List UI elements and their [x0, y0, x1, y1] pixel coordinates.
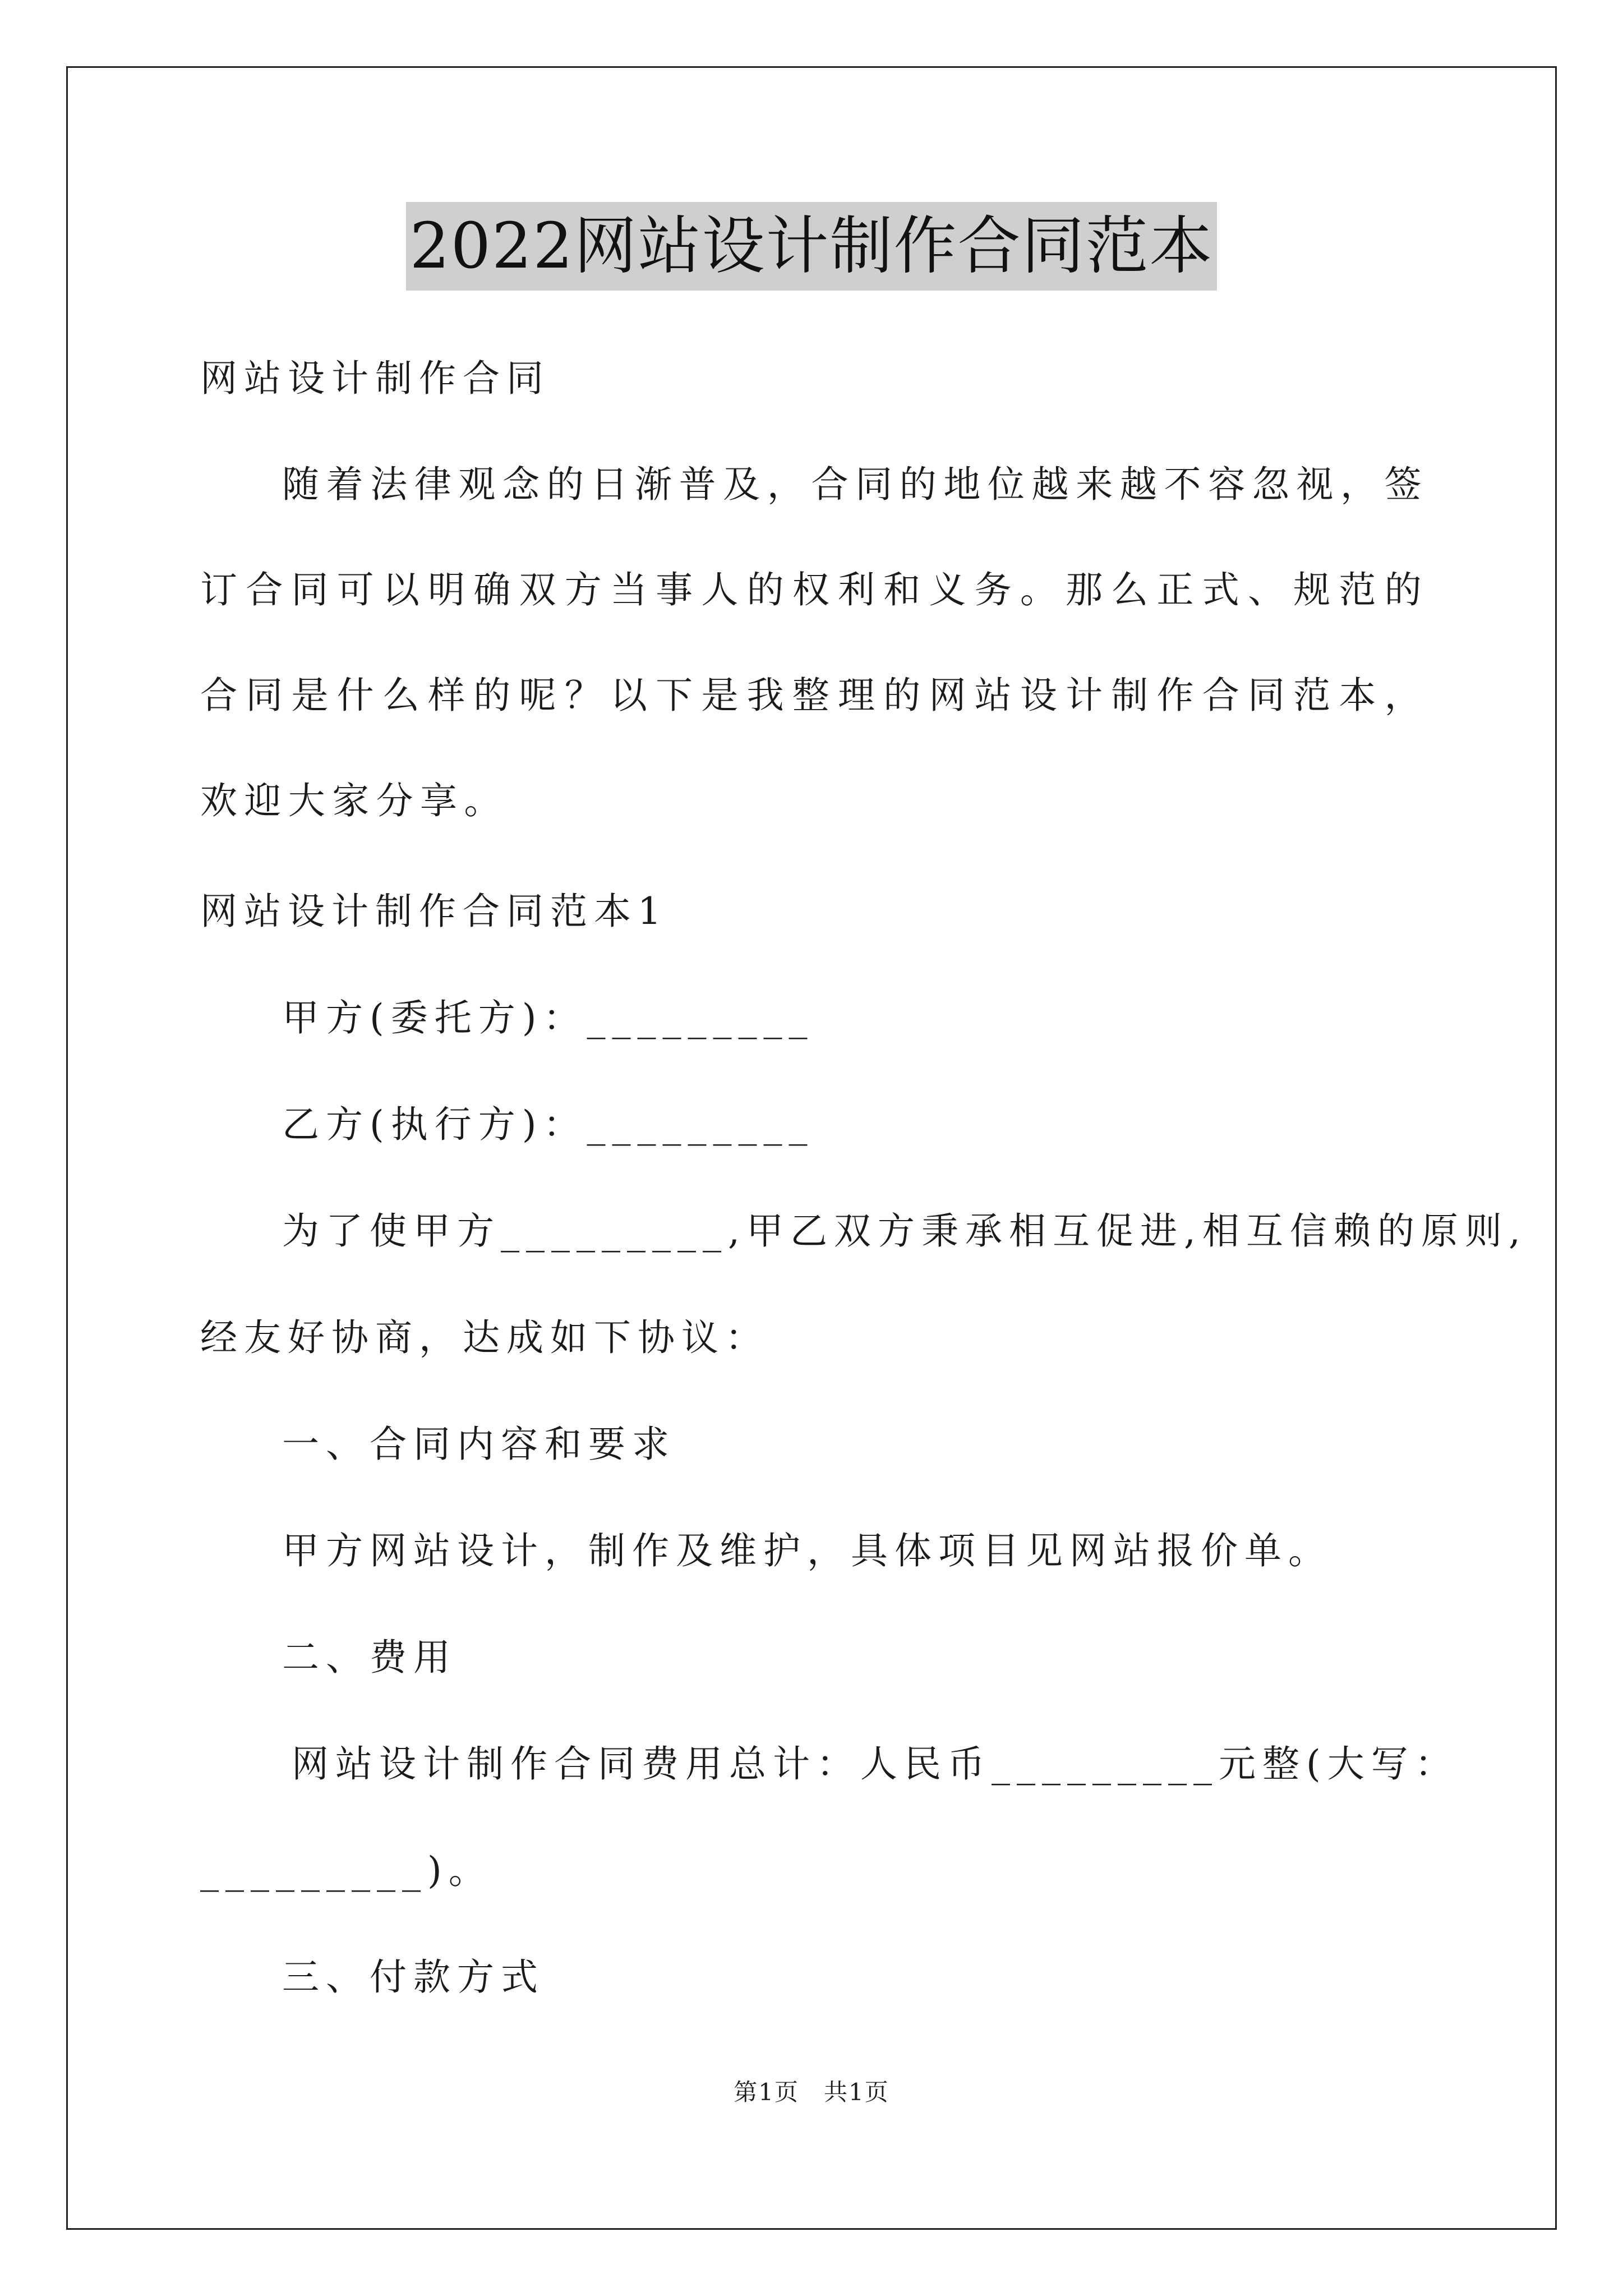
intro-paragraph: 随着法律观念的日渐普及，合同的地位越来越不容忽视，签订合同可以明确双方当事人的权利和义务。那么正式、规范的合同是什么样的呢？以下是我整理的网站设计制作合同范本，欢迎大家分享。	[200, 463, 1428, 822]
clause-3-title: 三、付款方式	[282, 1955, 545, 1999]
purpose-line-1: 为了使甲方_________,甲乙双方秉承相互促进,相互信赖的原则,	[282, 1209, 1527, 1253]
page-footer: 第1页 共1页	[734, 2078, 889, 2106]
section-title: 网站设计制作合同范本1	[200, 890, 668, 933]
purpose-line-2: 经友好协商，达成如下协议：	[200, 1316, 769, 1359]
clause-2-text-line-2: _________)。	[200, 1849, 492, 1892]
contract-heading: 网站设计制作合同	[200, 357, 550, 400]
clause-2-title: 二、费用	[282, 1636, 457, 1679]
party-b-line: 乙方(执行方)：_________	[282, 1103, 814, 1146]
clause-2-text-line-1: 网站设计制作合同费用总计：人民币_________元整(大写：	[292, 1742, 1459, 1786]
party-a-line: 甲方(委托方)：_________	[282, 996, 814, 1039]
clause-1-title: 一、合同内容和要求	[282, 1423, 676, 1466]
title-container	[0, 202, 1623, 291]
clause-1-text: 甲方网站设计，制作及维护，具体项目见网站报价单。	[282, 1529, 1332, 1572]
document-title: 2022网站设计制作合同范本	[406, 202, 1216, 291]
